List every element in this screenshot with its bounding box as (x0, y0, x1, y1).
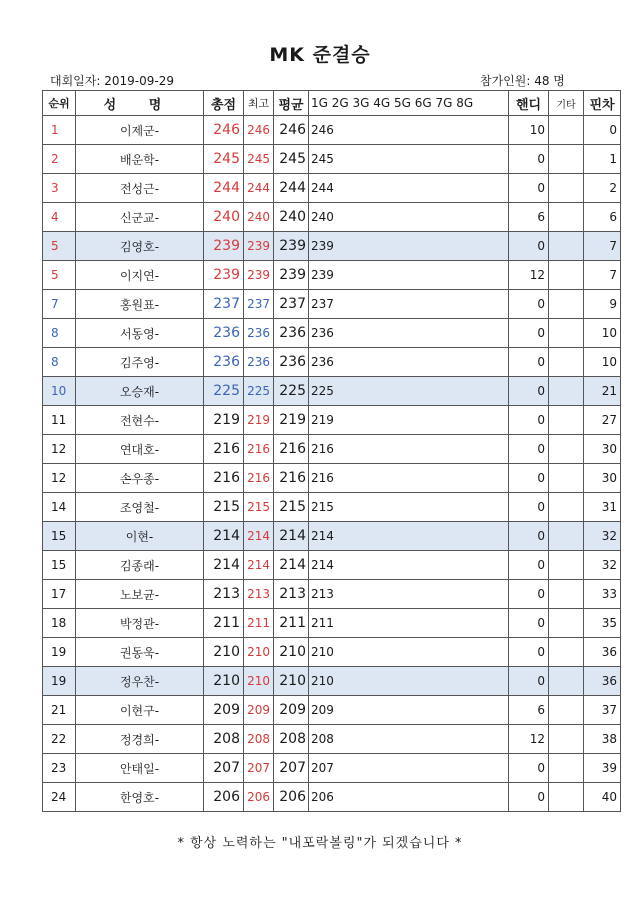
name-cell: 오승재- (76, 377, 204, 406)
avg-cell: 244 (274, 174, 309, 203)
rank-cell: 5 (43, 261, 76, 290)
games-cell: 208 (309, 725, 509, 754)
max-cell: 236 (244, 348, 274, 377)
total-cell: 207 (204, 754, 244, 783)
total-cell: 216 (204, 435, 244, 464)
avg-cell: 213 (274, 580, 309, 609)
max-cell: 215 (244, 493, 274, 522)
max-cell: 206 (244, 783, 274, 812)
total-cell: 213 (204, 580, 244, 609)
handicap-cell: 0 (509, 783, 549, 812)
games-cell: 236 (309, 319, 509, 348)
table-row (43, 667, 621, 696)
header-rank: 순위 (43, 91, 76, 116)
rank-cell: 19 (43, 638, 76, 667)
games-cell: 211 (309, 609, 509, 638)
diff-cell: 30 (584, 435, 621, 464)
max-cell: 246 (244, 116, 274, 145)
max-cell: 214 (244, 551, 274, 580)
handicap-cell: 0 (509, 319, 549, 348)
participant-count: 참가인원: 48 명 (480, 74, 565, 88)
handicap-cell: 0 (509, 551, 549, 580)
handicap-cell: 0 (509, 377, 549, 406)
rank-cell: 5 (43, 232, 76, 261)
etc-cell (549, 638, 584, 667)
name-cell: 정우찬- (76, 667, 204, 696)
total-cell: 210 (204, 667, 244, 696)
table-row (43, 435, 621, 464)
avg-cell: 214 (274, 551, 309, 580)
rank-cell: 21 (43, 696, 76, 725)
handicap-cell: 0 (509, 145, 549, 174)
table-row (43, 551, 621, 580)
table-row (43, 232, 621, 261)
max-cell: 237 (244, 290, 274, 319)
header-etc: 기타 (549, 91, 584, 116)
name-cell: 서동영- (76, 319, 204, 348)
event-date: 대회일자: 2019-09-29 (50, 74, 174, 88)
max-cell: 219 (244, 406, 274, 435)
games-cell: 209 (309, 696, 509, 725)
avg-cell: 208 (274, 725, 309, 754)
avg-cell: 246 (274, 116, 309, 145)
page-title: MK 준결승 (269, 44, 371, 66)
name-cell: 이현- (76, 522, 204, 551)
rank-cell: 8 (43, 319, 76, 348)
max-cell: 207 (244, 754, 274, 783)
handicap-cell: 6 (509, 696, 549, 725)
max-cell: 213 (244, 580, 274, 609)
table-row (43, 609, 621, 638)
diff-cell: 37 (584, 696, 621, 725)
total-cell: 208 (204, 725, 244, 754)
rank-cell: 12 (43, 464, 76, 493)
handicap-cell: 0 (509, 638, 549, 667)
rank-cell: 24 (43, 783, 76, 812)
handicap-cell: 0 (509, 609, 549, 638)
rank-cell: 3 (43, 174, 76, 203)
games-cell: 236 (309, 348, 509, 377)
table-row (43, 348, 621, 377)
avg-cell: 214 (274, 522, 309, 551)
games-cell: 216 (309, 435, 509, 464)
handicap-cell: 10 (509, 116, 549, 145)
etc-cell (549, 435, 584, 464)
max-cell: 239 (244, 261, 274, 290)
handicap-cell: 6 (509, 203, 549, 232)
table-row (43, 754, 621, 783)
rank-cell: 8 (43, 348, 76, 377)
table-row (43, 174, 621, 203)
name-cell: 이지연- (76, 261, 204, 290)
avg-cell: 210 (274, 638, 309, 667)
name-cell: 노보균- (76, 580, 204, 609)
games-cell: 206 (309, 783, 509, 812)
handicap-cell: 12 (509, 261, 549, 290)
handicap-cell: 0 (509, 464, 549, 493)
max-cell: 210 (244, 638, 274, 667)
name-cell: 전성근- (76, 174, 204, 203)
table-row (43, 377, 621, 406)
etc-cell (549, 667, 584, 696)
etc-cell (549, 203, 584, 232)
games-cell: 244 (309, 174, 509, 203)
etc-cell (549, 783, 584, 812)
total-cell: 206 (204, 783, 244, 812)
table-header (43, 91, 621, 116)
avg-cell: 210 (274, 667, 309, 696)
name-cell: 박정관- (76, 609, 204, 638)
score-table (42, 90, 621, 812)
max-cell: 210 (244, 667, 274, 696)
total-cell: 237 (204, 290, 244, 319)
max-cell: 211 (244, 609, 274, 638)
name-cell: 권동욱- (76, 638, 204, 667)
table-row (43, 406, 621, 435)
max-cell: 244 (244, 174, 274, 203)
etc-cell (549, 232, 584, 261)
rank-cell: 18 (43, 609, 76, 638)
avg-cell: 239 (274, 261, 309, 290)
rank-cell: 12 (43, 435, 76, 464)
name-cell: 손우종- (76, 464, 204, 493)
games-cell: 210 (309, 638, 509, 667)
total-cell: 225 (204, 377, 244, 406)
diff-cell: 32 (584, 551, 621, 580)
rank-cell: 23 (43, 754, 76, 783)
etc-cell (549, 464, 584, 493)
table-row (43, 638, 621, 667)
diff-cell: 30 (584, 464, 621, 493)
rank-cell: 22 (43, 725, 76, 754)
handicap-cell: 0 (509, 435, 549, 464)
avg-cell: 236 (274, 348, 309, 377)
avg-cell: 216 (274, 435, 309, 464)
etc-cell (549, 522, 584, 551)
handicap-cell: 0 (509, 290, 549, 319)
diff-cell: 1 (584, 145, 621, 174)
etc-cell (549, 116, 584, 145)
rank-cell: 19 (43, 667, 76, 696)
diff-cell: 21 (584, 377, 621, 406)
table-body (43, 116, 621, 812)
name-cell: 신군교- (76, 203, 204, 232)
total-cell: 240 (204, 203, 244, 232)
diff-cell: 2 (584, 174, 621, 203)
table-row (43, 493, 621, 522)
total-cell: 216 (204, 464, 244, 493)
name-cell: 한영호- (76, 783, 204, 812)
header-diff: 핀차 (584, 91, 621, 116)
etc-cell (549, 174, 584, 203)
etc-cell (549, 290, 584, 319)
diff-cell: 9 (584, 290, 621, 319)
avg-cell: 239 (274, 232, 309, 261)
avg-cell: 206 (274, 783, 309, 812)
handicap-cell: 0 (509, 522, 549, 551)
handicap-cell: 0 (509, 232, 549, 261)
etc-cell (549, 145, 584, 174)
header-name: 성 명 (76, 91, 204, 116)
rank-cell: 10 (43, 377, 76, 406)
rank-cell: 11 (43, 406, 76, 435)
avg-cell: 209 (274, 696, 309, 725)
table-row (43, 580, 621, 609)
table-row (43, 464, 621, 493)
header-games: 1G 2G 3G 4G 5G 6G 7G 8G (309, 91, 509, 116)
etc-cell (549, 551, 584, 580)
total-cell: 214 (204, 522, 244, 551)
max-cell: 239 (244, 232, 274, 261)
name-cell: 전현수- (76, 406, 204, 435)
handicap-cell: 0 (509, 493, 549, 522)
diff-cell: 40 (584, 783, 621, 812)
total-cell: 210 (204, 638, 244, 667)
handicap-cell: 0 (509, 580, 549, 609)
games-cell: 215 (309, 493, 509, 522)
avg-cell: 216 (274, 464, 309, 493)
rank-cell: 7 (43, 290, 76, 319)
max-cell: 216 (244, 435, 274, 464)
name-cell: 김종래- (76, 551, 204, 580)
total-cell: 215 (204, 493, 244, 522)
handicap-cell: 0 (509, 406, 549, 435)
etc-cell (549, 406, 584, 435)
total-cell: 211 (204, 609, 244, 638)
diff-cell: 7 (584, 232, 621, 261)
handicap-cell: 0 (509, 754, 549, 783)
diff-cell: 27 (584, 406, 621, 435)
handicap-cell: 0 (509, 667, 549, 696)
total-cell: 244 (204, 174, 244, 203)
rank-cell: 2 (43, 145, 76, 174)
diff-cell: 36 (584, 638, 621, 667)
handicap-cell: 12 (509, 725, 549, 754)
diff-cell: 10 (584, 319, 621, 348)
rank-cell: 17 (43, 580, 76, 609)
avg-cell: 225 (274, 377, 309, 406)
max-cell: 209 (244, 696, 274, 725)
etc-cell (549, 609, 584, 638)
avg-cell: 211 (274, 609, 309, 638)
table-row (43, 725, 621, 754)
games-cell: 207 (309, 754, 509, 783)
games-cell: 225 (309, 377, 509, 406)
etc-cell (549, 377, 584, 406)
etc-cell (549, 580, 584, 609)
diff-cell: 33 (584, 580, 621, 609)
avg-cell: 219 (274, 406, 309, 435)
total-cell: 239 (204, 232, 244, 261)
diff-cell: 31 (584, 493, 621, 522)
games-cell: 214 (309, 551, 509, 580)
table-row (43, 522, 621, 551)
table-row (43, 116, 621, 145)
avg-cell: 207 (274, 754, 309, 783)
footer-slogan: * 항상 노력하는 "내포락볼링"가 되겠습니다 * (177, 836, 463, 851)
avg-cell: 245 (274, 145, 309, 174)
games-cell: 210 (309, 667, 509, 696)
diff-cell: 0 (584, 116, 621, 145)
total-cell: 236 (204, 319, 244, 348)
total-cell: 214 (204, 551, 244, 580)
etc-cell (549, 319, 584, 348)
handicap-cell: 0 (509, 348, 549, 377)
total-cell: 209 (204, 696, 244, 725)
table-row (43, 145, 621, 174)
diff-cell: 38 (584, 725, 621, 754)
games-cell: 239 (309, 232, 509, 261)
max-cell: 236 (244, 319, 274, 348)
etc-cell (549, 261, 584, 290)
rank-cell: 4 (43, 203, 76, 232)
table-row (43, 696, 621, 725)
max-cell: 245 (244, 145, 274, 174)
table-row (43, 203, 621, 232)
table-row (43, 261, 621, 290)
avg-cell: 236 (274, 319, 309, 348)
avg-cell: 215 (274, 493, 309, 522)
games-cell: 214 (309, 522, 509, 551)
max-cell: 240 (244, 203, 274, 232)
avg-cell: 237 (274, 290, 309, 319)
diff-cell: 39 (584, 754, 621, 783)
diff-cell: 7 (584, 261, 621, 290)
diff-cell: 35 (584, 609, 621, 638)
total-cell: 239 (204, 261, 244, 290)
games-cell: 213 (309, 580, 509, 609)
etc-cell (549, 696, 584, 725)
rank-cell: 15 (43, 551, 76, 580)
name-cell: 이현구- (76, 696, 204, 725)
games-cell: 240 (309, 203, 509, 232)
header-total: 총점 (204, 91, 244, 116)
name-cell: 이제군- (76, 116, 204, 145)
rank-cell: 15 (43, 522, 76, 551)
table-row (43, 783, 621, 812)
total-cell: 236 (204, 348, 244, 377)
name-cell: 안태일- (76, 754, 204, 783)
header-avg: 평균 (274, 91, 309, 116)
total-cell: 245 (204, 145, 244, 174)
table-row (43, 290, 621, 319)
name-cell: 정경희- (76, 725, 204, 754)
total-cell: 246 (204, 116, 244, 145)
etc-cell (549, 348, 584, 377)
avg-cell: 240 (274, 203, 309, 232)
rank-cell: 14 (43, 493, 76, 522)
games-cell: 239 (309, 261, 509, 290)
name-cell: 배운학- (76, 145, 204, 174)
etc-cell (549, 754, 584, 783)
handicap-cell: 0 (509, 174, 549, 203)
name-cell: 김영호- (76, 232, 204, 261)
total-cell: 219 (204, 406, 244, 435)
games-cell: 245 (309, 145, 509, 174)
name-cell: 연대호- (76, 435, 204, 464)
max-cell: 208 (244, 725, 274, 754)
etc-cell (549, 493, 584, 522)
diff-cell: 36 (584, 667, 621, 696)
diff-cell: 32 (584, 522, 621, 551)
header-handicap: 핸디 (509, 91, 549, 116)
name-cell: 조영철- (76, 493, 204, 522)
games-cell: 237 (309, 290, 509, 319)
rank-cell: 1 (43, 116, 76, 145)
name-cell: 홍원표- (76, 290, 204, 319)
max-cell: 225 (244, 377, 274, 406)
etc-cell (549, 725, 584, 754)
games-cell: 246 (309, 116, 509, 145)
header-max: 최고 (244, 91, 274, 116)
games-cell: 219 (309, 406, 509, 435)
games-cell: 216 (309, 464, 509, 493)
diff-cell: 6 (584, 203, 621, 232)
name-cell: 김주영- (76, 348, 204, 377)
max-cell: 216 (244, 464, 274, 493)
max-cell: 214 (244, 522, 274, 551)
diff-cell: 10 (584, 348, 621, 377)
table-row (43, 319, 621, 348)
